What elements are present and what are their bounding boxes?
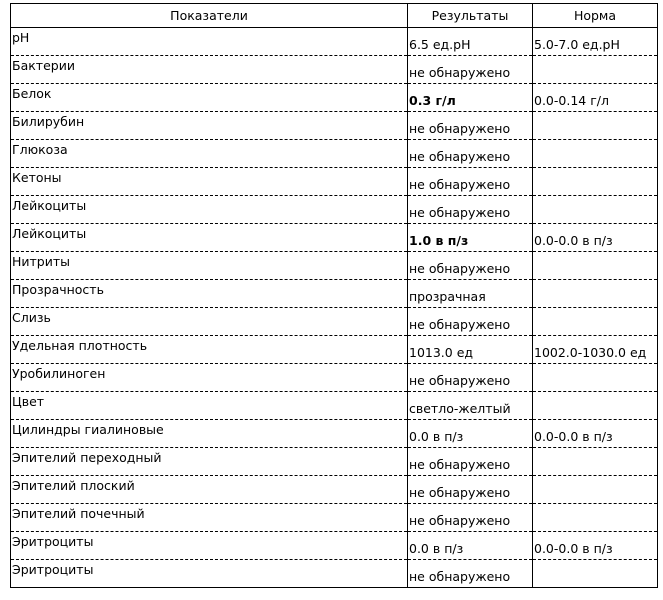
indicator-name: pH [11,28,408,56]
result-value: прозрачная [408,280,533,308]
norm-range [533,392,658,420]
norm-range [533,112,658,140]
table-row [11,336,658,364]
norm-range [533,560,658,588]
header-row [11,4,658,28]
result-value: не обнаружено [408,364,533,392]
norm-range [533,56,658,84]
norm-range: 5.0-7.0 ед.pH [533,28,658,56]
results-body [11,28,658,588]
indicator-name: Билирубин [11,112,408,140]
table-row [11,28,658,56]
table-row [11,112,658,140]
result-value: не обнаружено [408,308,533,336]
result-value: не обнаружено [408,476,533,504]
table-row [11,56,658,84]
indicator-name: Лейкоциты [11,196,408,224]
result-value: не обнаружено [408,112,533,140]
header-result: Результаты [408,4,533,28]
indicator-name: Уробилиноген [11,364,408,392]
result-value: 0.3 г/л [408,84,533,112]
indicator-name: Бактерии [11,56,408,84]
result-value: не обнаружено [408,196,533,224]
table-row [11,476,658,504]
indicator-name: Цилиндры гиалиновые [11,420,408,448]
norm-range: 1002.0-1030.0 ед [533,336,658,364]
table-row [11,252,658,280]
table-row [11,392,658,420]
result-value: 0.0 в п/з [408,532,533,560]
result-value: не обнаружено [408,252,533,280]
norm-range: 0.0-0.0 в п/з [533,224,658,252]
norm-range [533,168,658,196]
result-value: не обнаружено [408,560,533,588]
table-row [11,308,658,336]
result-value: 0.0 в п/з [408,420,533,448]
indicator-name: Цвет [11,392,408,420]
norm-range [533,140,658,168]
table-row [11,224,658,252]
result-value: не обнаружено [408,168,533,196]
norm-range [533,308,658,336]
result-value: светло-желтый [408,392,533,420]
indicator-name: Эритроциты [11,560,408,588]
norm-range [533,448,658,476]
norm-range: 0.0-0.0 в п/з [533,532,658,560]
norm-range: 0.0-0.0 в п/з [533,420,658,448]
result-value: не обнаружено [408,504,533,532]
table-row [11,364,658,392]
result-value: не обнаружено [408,448,533,476]
indicator-name: Белок [11,84,408,112]
header-indicator: Показатели [11,4,408,28]
norm-range: 0.0-0.14 г/л [533,84,658,112]
table-row [11,168,658,196]
norm-range [533,196,658,224]
indicator-name: Лейкоциты [11,224,408,252]
table-row [11,448,658,476]
table-row [11,280,658,308]
table-row [11,560,658,588]
result-value: 6.5 ед.pH [408,28,533,56]
result-value: не обнаружено [408,56,533,84]
table-row [11,84,658,112]
indicator-name: Эпителий переходный [11,448,408,476]
table-row [11,420,658,448]
table-row [11,140,658,168]
indicator-name: Прозрачность [11,280,408,308]
indicator-name: Эпителий плоский [11,476,408,504]
norm-range [533,476,658,504]
indicator-name: Глюкоза [11,140,408,168]
table-row [11,196,658,224]
indicator-name: Кетоны [11,168,408,196]
indicator-name: Удельная плотность [11,336,408,364]
result-value: не обнаружено [408,140,533,168]
norm-range [533,504,658,532]
norm-range [533,280,658,308]
table-row [11,504,658,532]
indicator-name: Эпителий почечный [11,504,408,532]
indicator-name: Эритроциты [11,532,408,560]
header-norm: Норма [533,4,658,28]
results-table [10,3,658,588]
result-value: 1.0 в п/з [408,224,533,252]
indicator-name: Слизь [11,308,408,336]
table-row [11,532,658,560]
indicator-name: Нитриты [11,252,408,280]
norm-range [533,364,658,392]
norm-range [533,252,658,280]
result-value: 1013.0 ед [408,336,533,364]
